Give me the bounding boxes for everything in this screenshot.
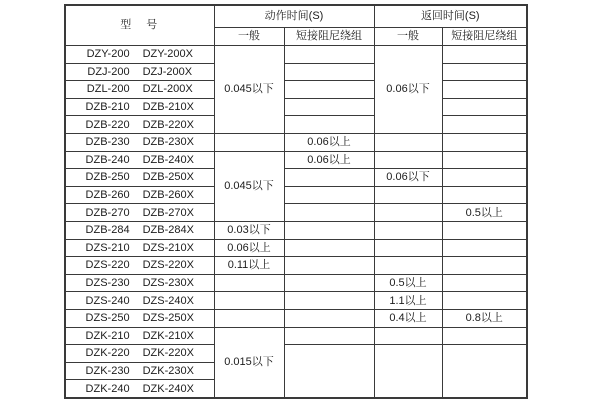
model-name-pair	[68, 277, 212, 289]
model-name-pair	[68, 312, 212, 324]
action-general-cell: 0.015以下	[214, 327, 284, 398]
model-name: DZJ-200	[87, 65, 130, 78]
return-damped-cell: 0.5以上	[442, 204, 527, 222]
table-row	[65, 257, 527, 275]
model-name: DZB-210	[85, 101, 130, 114]
model-name-pair	[68, 66, 212, 78]
model-name: DZK-230X	[142, 364, 194, 377]
model-name: DZY-200X	[142, 48, 193, 61]
model-cell	[65, 81, 214, 99]
return-damped-cell	[442, 257, 527, 275]
return-general-cell: 0.4以上	[374, 309, 442, 327]
model-name: DZB-260	[85, 189, 130, 201]
model-name-pair	[68, 101, 212, 113]
model-name: DZJ-200X	[142, 65, 193, 78]
model-name: DZB-270X	[142, 206, 194, 219]
return-damped-cell	[442, 46, 527, 64]
return-damped-cell	[442, 81, 527, 99]
action-general-cell	[214, 309, 284, 327]
model-name: DZB-220X	[142, 118, 194, 131]
model-name: DZS-240X	[142, 294, 194, 307]
model-cell	[65, 221, 214, 239]
model-name: DZB-260X	[142, 189, 194, 201]
model-cell	[65, 309, 214, 327]
model-name: DZS-210X	[142, 241, 194, 254]
return-general-cell	[374, 345, 442, 398]
action-damped-cell	[284, 46, 374, 64]
model-cell	[65, 133, 214, 151]
model-name: DZK-210X	[142, 329, 194, 342]
model-name-pair	[68, 347, 212, 359]
table-row	[65, 186, 527, 204]
model-cell	[65, 63, 214, 81]
model-cell	[65, 151, 214, 169]
model-name-pair	[68, 154, 212, 166]
return-damped-cell	[442, 169, 527, 187]
return-damped-cell	[442, 221, 527, 239]
return-damped-cell	[442, 327, 527, 345]
model-name-pair	[68, 383, 212, 395]
action-general-cell	[214, 274, 284, 292]
model-name-pair	[68, 48, 212, 60]
action-general-header: 一般	[214, 28, 284, 46]
model-name: DZB-284	[85, 224, 130, 237]
model-cell	[65, 274, 214, 292]
action-damped-cell	[284, 257, 374, 275]
model-name-pair	[68, 259, 212, 271]
return-general-cell: 0.5以上	[374, 274, 442, 292]
model-cell	[65, 257, 214, 275]
model-name: DZK-240X	[142, 382, 194, 395]
action-general-cell: 0.045以下	[214, 46, 284, 134]
model-name: DZK-220X	[142, 347, 194, 360]
model-name-pair	[68, 365, 212, 377]
spec-table-header	[65, 5, 527, 46]
model-name: DZS-230	[85, 276, 130, 289]
table-row	[65, 345, 527, 363]
return-general-cell	[374, 133, 442, 151]
return-general-cell: 0.06以下	[374, 46, 442, 134]
spec-table-body	[65, 46, 527, 398]
return-damped-cell	[442, 63, 527, 81]
model-name: DZB-210X	[142, 101, 194, 114]
model-name-pair	[68, 224, 212, 236]
action-damped-cell	[284, 98, 374, 116]
table-row	[65, 292, 527, 310]
action-general-cell: 0.045以下	[214, 151, 284, 221]
return-general-cell	[374, 239, 442, 257]
action-damped-cell	[284, 116, 374, 134]
return-general-cell	[374, 204, 442, 222]
model-name-pair	[68, 330, 212, 342]
action-damped-cell	[284, 327, 374, 345]
model-name: DZB-270	[85, 206, 130, 219]
action-damped-cell	[284, 169, 374, 187]
model-name: DZB-240X	[142, 153, 194, 166]
action-time-group-header: 动作时间(S)	[214, 5, 374, 28]
model-cell	[65, 169, 214, 187]
action-damped-cell: 0.06以上	[284, 151, 374, 169]
model-name: DZK-230	[85, 364, 130, 377]
model-name: DZK-210	[85, 329, 130, 342]
model-name: DZS-250X	[142, 312, 194, 325]
action-damped-cell	[284, 186, 374, 204]
table-row	[65, 98, 527, 116]
model-cell	[65, 292, 214, 310]
return-time-group-header: 返回时间(S)	[374, 5, 527, 28]
model-cell	[65, 345, 214, 363]
model-name: DZK-220	[85, 347, 130, 360]
model-name: DZS-220	[85, 259, 130, 272]
return-general-cell	[374, 221, 442, 239]
table-row	[65, 81, 527, 99]
model-name-pair	[68, 171, 212, 183]
model-name-pair	[68, 136, 212, 148]
table-row	[65, 116, 527, 134]
action-general-cell: 0.06以上	[214, 239, 284, 257]
action-damped-cell	[284, 309, 374, 327]
table-row	[65, 133, 527, 151]
model-cell	[65, 362, 214, 380]
return-general-cell	[374, 257, 442, 275]
table-row	[65, 46, 527, 64]
action-damped-cell	[284, 63, 374, 81]
action-damped-winding-header: 短接阻尼绕组	[284, 28, 374, 46]
model-name: DZK-240	[85, 382, 130, 395]
model-name: DZS-230X	[142, 276, 194, 289]
table-row	[65, 274, 527, 292]
model-cell	[65, 327, 214, 345]
table-row	[65, 309, 527, 327]
table-row	[65, 239, 527, 257]
return-damped-cell	[442, 98, 527, 116]
return-damped-cell	[442, 239, 527, 257]
model-name: DZS-220X	[142, 259, 194, 272]
model-name: DZS-210	[85, 241, 130, 254]
return-damped-cell	[442, 345, 527, 398]
return-damped-cell	[442, 274, 527, 292]
model-name-pair	[68, 242, 212, 254]
model-name: DZY-200	[86, 48, 130, 61]
model-name: DZB-250	[85, 171, 130, 184]
action-damped-cell	[284, 345, 374, 398]
table-row	[65, 63, 527, 81]
model-name: DZL-200X	[142, 83, 193, 96]
model-name: DZB-240	[85, 153, 130, 166]
model-cell	[65, 239, 214, 257]
model-cell	[65, 46, 214, 64]
model-name: DZB-250X	[142, 171, 194, 184]
action-damped-cell	[284, 204, 374, 222]
return-damped-cell	[442, 151, 527, 169]
model-name: DZB-230	[85, 136, 130, 149]
action-damped-cell	[284, 81, 374, 99]
model-name-pair	[68, 207, 212, 219]
action-general-cell: 0.11以上	[214, 257, 284, 275]
model-name: DZS-240	[85, 294, 130, 307]
return-damped-cell	[442, 116, 527, 134]
header-group-row	[65, 5, 527, 28]
model-cell	[65, 116, 214, 134]
model-column-header: 型 号	[65, 5, 214, 46]
return-general-cell	[374, 186, 442, 204]
return-damped-winding-header: 短接阻尼绕组	[442, 28, 527, 46]
model-name: DZB-220	[85, 118, 130, 131]
action-general-cell	[214, 292, 284, 310]
spec-table	[64, 4, 528, 399]
model-cell	[65, 380, 214, 398]
action-damped-cell: 0.06以上	[284, 133, 374, 151]
model-name: DZB-230X	[142, 136, 194, 149]
model-name: DZS-250	[85, 312, 130, 325]
table-row	[65, 204, 527, 222]
model-name-pair	[68, 119, 212, 131]
action-damped-cell	[284, 221, 374, 239]
model-name-pair	[68, 189, 212, 201]
model-name: DZL-200	[86, 83, 130, 96]
action-damped-cell	[284, 292, 374, 310]
model-name-pair	[68, 83, 212, 95]
return-general-header: 一般	[374, 28, 442, 46]
return-general-cell: 1.1以上	[374, 292, 442, 310]
action-damped-cell	[284, 274, 374, 292]
return-damped-cell	[442, 133, 527, 151]
table-row	[65, 221, 527, 239]
model-cell	[65, 186, 214, 204]
table-row	[65, 151, 527, 169]
model-cell	[65, 204, 214, 222]
action-damped-cell	[284, 239, 374, 257]
return-general-cell: 0.06以下	[374, 169, 442, 187]
model-name: DZB-284X	[142, 224, 194, 237]
table-row	[65, 169, 527, 187]
table-row	[65, 327, 527, 345]
return-damped-cell	[442, 292, 527, 310]
action-general-cell: 0.03以下	[214, 221, 284, 239]
return-general-cell	[374, 327, 442, 345]
return-general-cell	[374, 151, 442, 169]
return-damped-cell: 0.8以上	[442, 309, 527, 327]
model-cell	[65, 98, 214, 116]
return-damped-cell	[442, 186, 527, 204]
model-name-pair	[68, 295, 212, 307]
action-general-cell	[214, 133, 284, 151]
